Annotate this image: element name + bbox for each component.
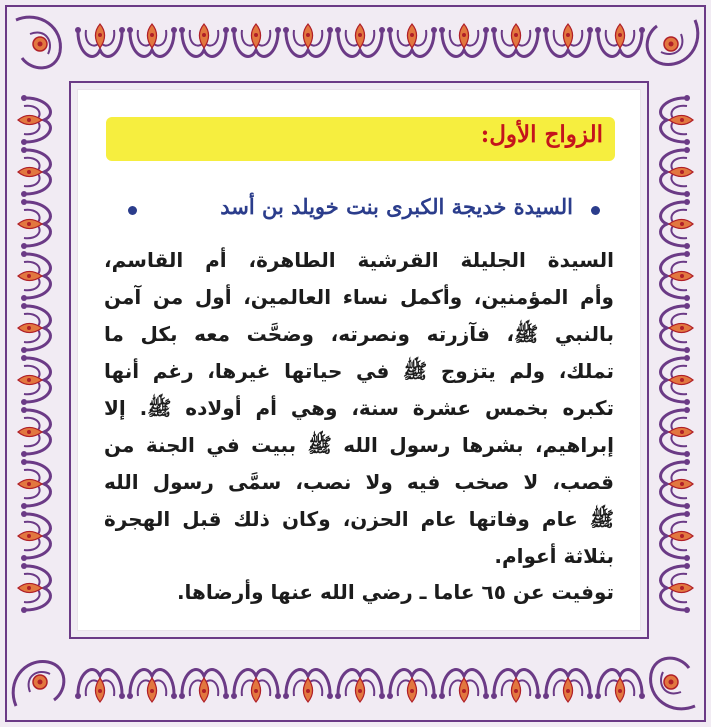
body-line: تكبره بخمس عشرة سنة، وهي أم أولاده ﷺ. إلا [104, 396, 614, 420]
subtitle: السيدة خديجة الكبرى بنت خويلد بن أسد [220, 194, 573, 219]
bullet-icon [128, 206, 137, 215]
body-line: إبراهيم، بشرها رسول الله ﷺ ببيت في الجنة من [104, 433, 614, 457]
body-line: قصب، لا صخب فيه ولا نصب، سمَّى رسول الله [104, 470, 614, 494]
body-line: بالنبي ﷺ، فآزرته ونصرته، وضحَّت معه بكل ما [104, 322, 614, 346]
text-panel [78, 90, 640, 630]
body-line: تملك، ولم يتزوج ﷺ في حياتها غيرها، رغم أنها [104, 359, 614, 383]
body-line: ﷺ عام وفاتها عام الحزن، وكان ذلك قبل الهجرة [104, 507, 614, 531]
closing-line: توفيت عن ٦٥ عاما ـ رضي الله عنها وأرضاها. [176, 580, 614, 604]
subtitle-row [108, 190, 608, 230]
body-line: السيدة الجليلة القرشية الطاهرة، أم القاسم، [104, 248, 614, 272]
body-line: وأم المؤمنين، وأكمل نساء العالمين، أول من آمن [104, 285, 614, 309]
body-line: بثلاثة أعوام. [494, 544, 614, 568]
body-text [104, 242, 614, 575]
heading-banner [106, 117, 615, 161]
page-title: الزواج الأول: [480, 121, 603, 148]
bullet-icon [591, 206, 600, 215]
